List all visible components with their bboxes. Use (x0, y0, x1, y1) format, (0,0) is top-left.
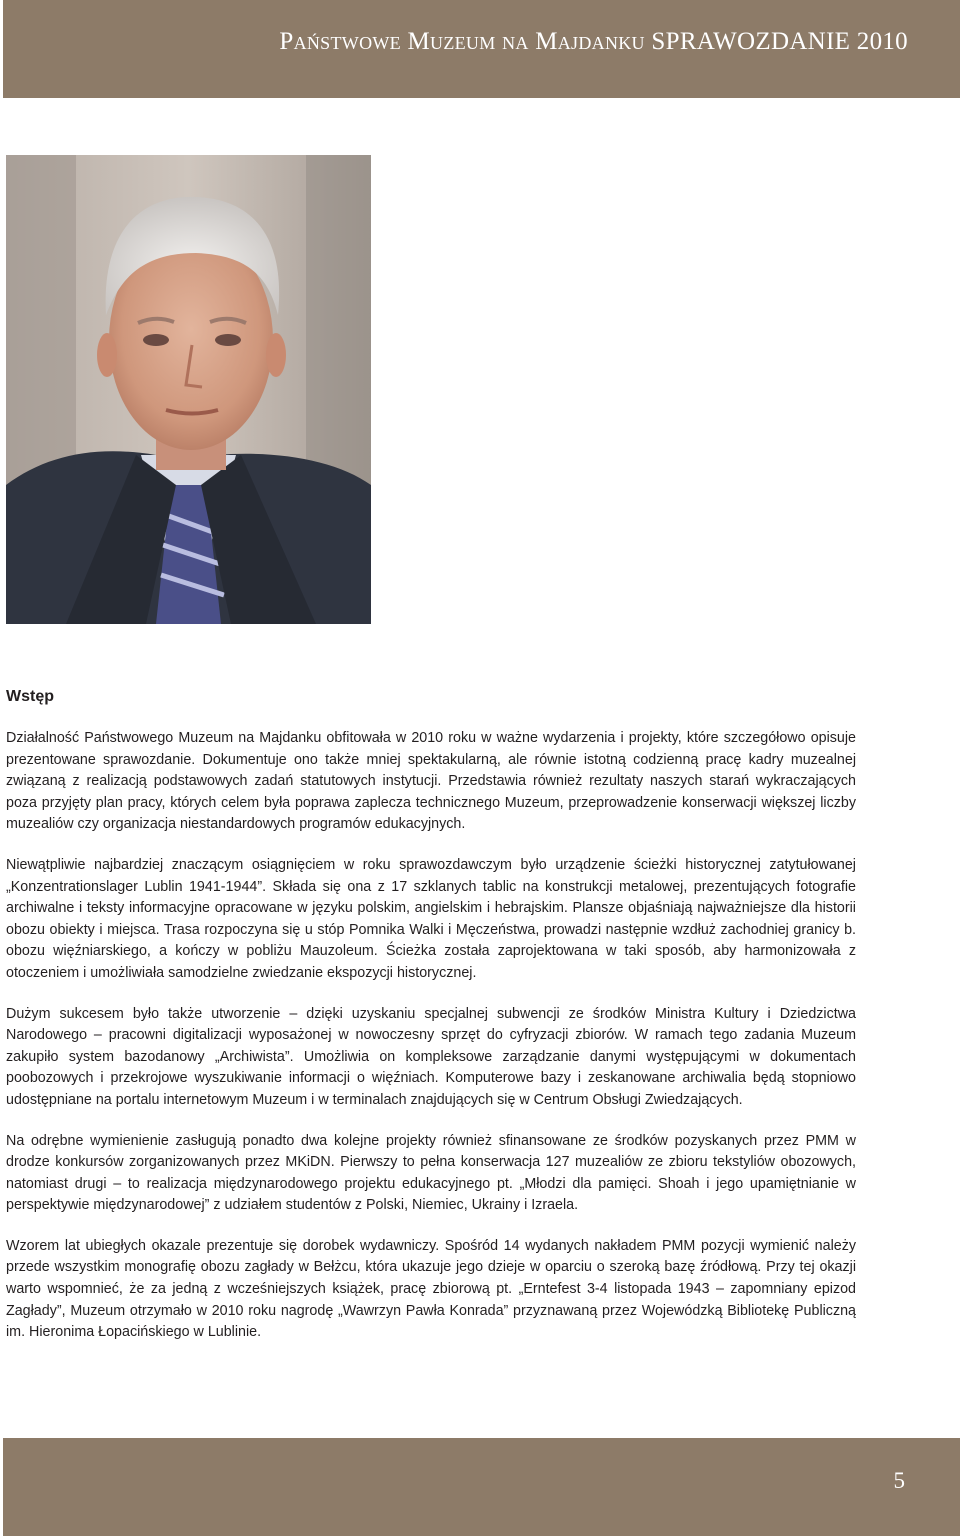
page-number: 5 (893, 1468, 905, 1493)
paragraph: Działalność Państwowego Muzeum na Majdanku obfitowała w 2010 roku w ważne wydarzenia i projekty, które szczegółowo opisuje prezentowane sprawozdanie. Dokumentuje ono także mniej spektakularną, ale równie istotną codzienną pracę kadry muzealnej związaną z realizacją podstawowych zadań statutowych instytucji. Przedstawia również rezultaty naszych starań wykraczających poza przyjęty plan pracy, których celem była poprawa zaplecza technicznego Muzeum, przeprowadzenie konserwacji większej liczby muzealiów czy organizacja niestandardowych programów edukacyjnych. (6, 730, 856, 833)
footer-band (3, 1438, 960, 1536)
paragraph: Niewątpliwie najbardziej znaczącym osiągnięciem w roku sprawozdawczym było urządzenie ścieżki historycznej zatytułowanej „Konzentrationslager Lublin 1941-1944”. Składa się ona z 17 szklanych tablic na konstrukcji metalowej, prezentujących fotografie archiwalne i teksty informacyjne opracowane w języku polskim, angielskim i hebrajskim. Plansze objaśniają najważniejsze dla historii obozu obiekty i miejsca. Trasa rozpoczyna się u stóp Pomnika Walki i Męczeństwa, prowadzi następnie wzdłuż zachodniej granicy b. obozu więźniarskiego, a kończy w pobliżu Mauzoleum. Ścieżka została zaprojektowana w taki sposób, aby harmonizowała z otoczeniem i umożliwiała samodzielne zwiedzanie ekspozycji historycznej. (6, 856, 856, 981)
paragraph: Na odrębne wymienienie zasługują ponadto dwa kolejne projekty również sfinansowane ze środków pozyskanych przez PMM w drodze konkursów zorganizowanych przez MKiDN. Pierwszy to pełna konserwacja 127 muzealiów ze zbioru tekstyliów obozowych, natomiast drugi – to realizacja międzynarodowego projektu edukacyjnego pt. „Młodzi dla pamięci. Shoah i jego upamiętnianie w perspektywie międzynarodowej” z udziałem studentów z Polski, Niemiec, Ukrainy i Izraela. (6, 1132, 856, 1214)
portrait-illustration (6, 155, 371, 624)
paragraph: Dużym sukcesem było także utworzenie – dzięki uzyskaniu specjalnej subwencji ze środków Ministra Kultury i Dziedzictwa Narodowego – pracowni digitalizacji wyposażonej w nowoczesny sprzęt do cyfryzacji zbiorów. W ramach tego zadania Muzeum zakupiło system bazodanowy „Archiwista”. Umożliwia on kompleksowe zarządzanie danymi występującymi w dokumentach poobozowych i przekrojowe wyszukiwanie informacji o więźniach. Komputerowe bazy i zeskanowane archiwalia będą stopniowo udostępniane na portalu internetowym Muzeum i w terminalach znajdujących się w Centrum Obsługi Zwiedzających. (6, 1005, 856, 1108)
publication-title (279, 28, 908, 56)
museum-name: Państwowe Muzeum na Majdanku (279, 28, 645, 55)
header-band (3, 0, 960, 98)
director-portrait-photo (6, 155, 371, 624)
section-heading: Wstęp (6, 688, 54, 705)
introduction-body (6, 728, 856, 1363)
report-title: SPRAWOZDANIE 2010 (651, 28, 908, 55)
paragraph: Wzorem lat ubiegłych okazale prezentuje się dorobek wydawniczy. Spośród 14 wydanych nakładem PMM pozycji wymienić należy przede wszystkim monografię obozu zagłady w Bełżcu, która ukazuje jego dzieje w oparciu o szeroką bazę źródłową. Przy tej okazji warto wspomnieć, że za jedną z wcześniejszych książek, pracę zbiorową pt. „Erntefest 3-4 listopada 1943 – zapomniany epizod Zagłady”, Muzeum otrzymało w 2010 roku nagrodę „Wawrzyn Pawła Konrada” przyznawaną przez Wojewódzką Bibliotekę Publiczną im. Hieronima Łopacińskiego w Lublinie. (6, 1237, 856, 1341)
